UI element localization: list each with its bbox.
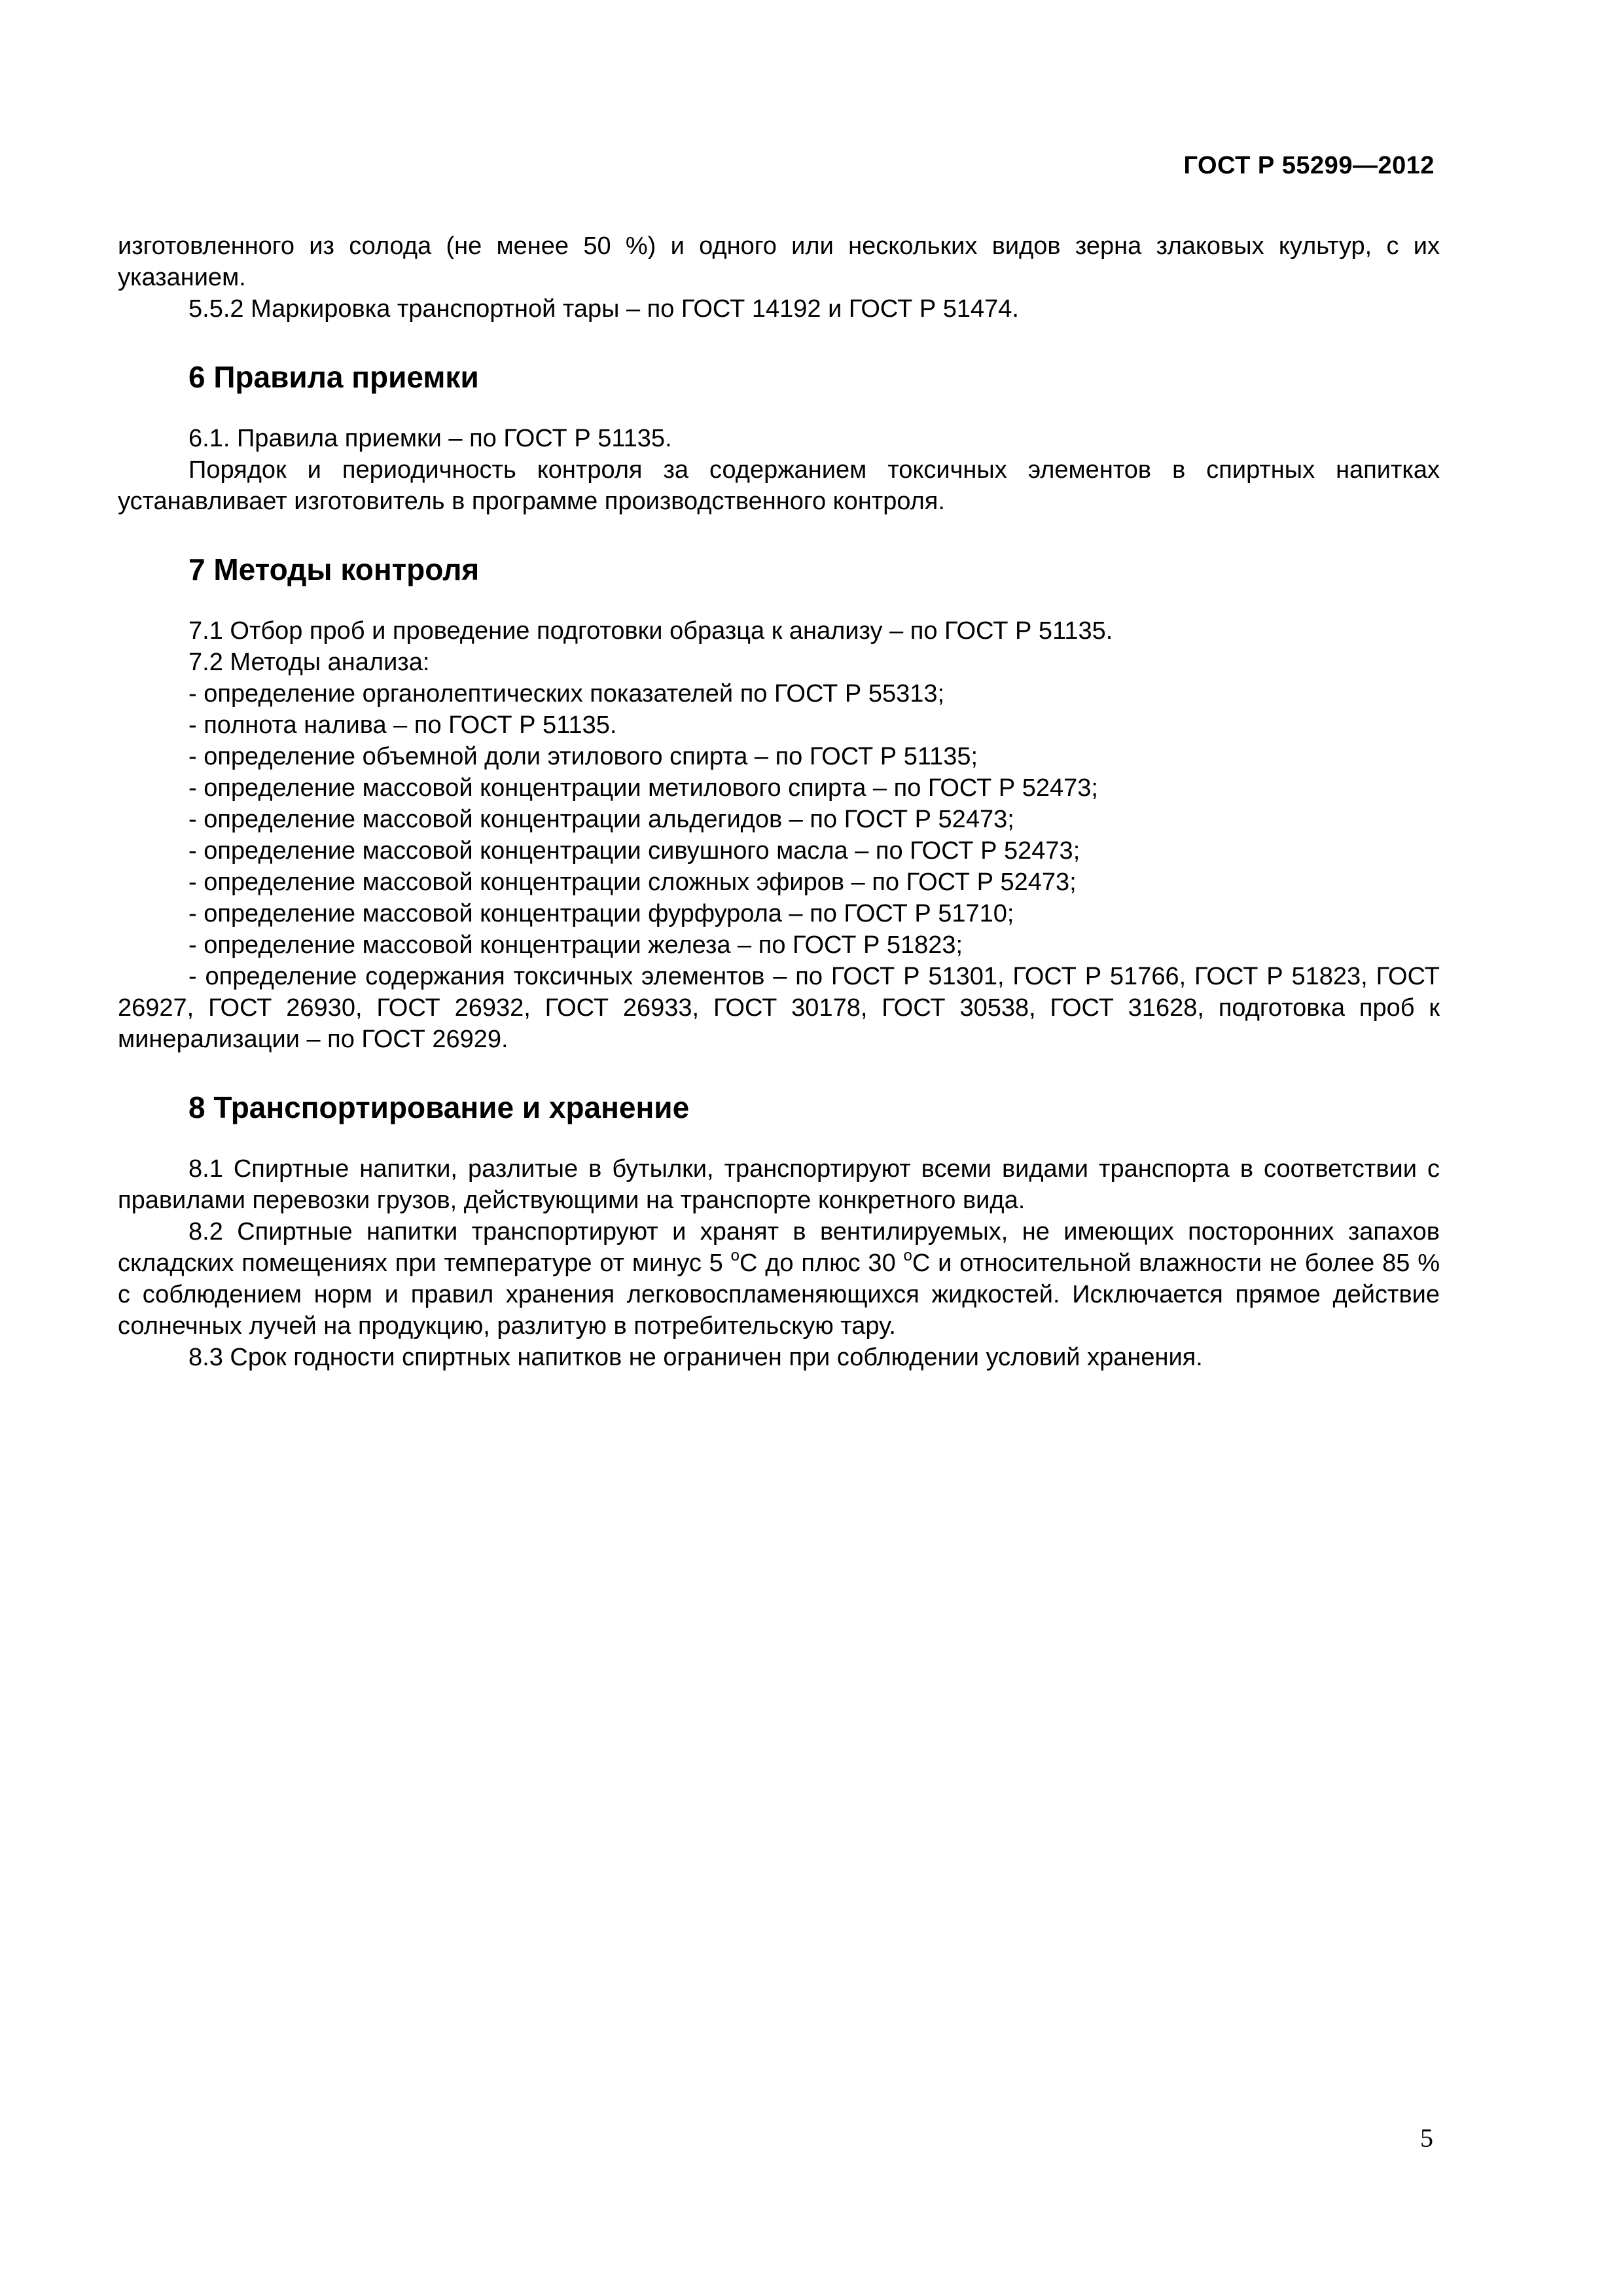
paragraph-8-2-part-b: С до плюс 30: [739, 1249, 904, 1277]
section-heading-8: 8 Транспортирование и хранение: [188, 1090, 690, 1124]
paragraph-5-5-2: 5.5.2 Маркировка транспортной тары – по ГОСТ 14192 и ГОСТ Р 51474.: [188, 295, 1019, 323]
paragraph-8-2: [118, 1216, 1440, 1342]
paragraph-8-1: 8.1 Спиртные напитки, разлитые в бутылки, транспортируют всеми видами транспорта в соответствии с правилами перевозки грузов, действующими на транспорте конкретного вида.: [118, 1155, 1440, 1214]
degree-mark: о: [903, 1247, 912, 1265]
list-item-method: - полнота налива – по ГОСТ Р 51135.: [188, 711, 617, 739]
list-item-method: - определение массовой концентрации сивушного масла – по ГОСТ Р 52473;: [188, 837, 1080, 865]
degree-mark: о: [730, 1247, 740, 1265]
list-item-method: - определение массовой концентрации метилового спирта – по ГОСТ Р 52473;: [188, 774, 1098, 802]
list-item-method: - определение массовой концентрации сложных эфиров – по ГОСТ Р 52473;: [188, 869, 1077, 896]
page-number: 5: [1420, 2123, 1433, 2153]
paragraph-8-3: 8.3 Срок годности спиртных напитков не ограничен при соблюдении условий хранения.: [188, 1344, 1203, 1371]
paragraph-8-2-part-c: С и относительной влажности не более 85 % с соблюдением норм и правил хранения легковоспламеняющихся жидкостей. Исключается прямое действие солнечных лучей на продукцию, разлитую в потребительскую тару.: [118, 1249, 1440, 1340]
paragraph-continuation: изготовленного из солода (не менее 50 %) и одного или нескольких видов зерна злаковых культур, с их указанием.: [118, 232, 1440, 291]
list-item-method: - определение объемной доли этилового спирта – по ГОСТ Р 51135;: [188, 743, 978, 770]
list-item-method: - определение массовой концентрации альдегидов – по ГОСТ Р 52473;: [188, 806, 1014, 833]
list-item-method: - определение содержания токсичных элементов – по ГОСТ Р 51301, ГОСТ Р 51766, ГОСТ Р 51823, ГОСТ 26927, ГОСТ 26930, ГОСТ 26932, ГОСТ 26933, ГОСТ 30178, ГОСТ 30538, ГОСТ 31628, подготовка проб к минерализации – по ГОСТ 26929.: [118, 963, 1440, 1053]
paragraph-7-2: 7.2 Методы анализа:: [188, 649, 430, 676]
section-heading-6: 6 Правила приемки: [188, 360, 479, 394]
document-code: ГОСТ Р 55299—2012: [1183, 152, 1435, 179]
list-item-method: - определение органолептических показателей по ГОСТ Р 55313;: [188, 680, 945, 708]
list-item-method: - определение массовой концентрации железа – по ГОСТ Р 51823;: [188, 931, 963, 959]
paragraph-6-1: 6.1. Правила приемки – по ГОСТ Р 51135.: [188, 425, 672, 452]
document-body: [118, 230, 1440, 1373]
paragraph-7-1: 7.1 Отбор проб и проведение подготовки образца к анализу – по ГОСТ Р 51135.: [188, 617, 1113, 645]
list-item-method: - определение массовой концентрации фурфурола – по ГОСТ Р 51710;: [188, 900, 1014, 927]
paragraph-8-2-part-a: 8.2 Спиртные напитки транспортируют и хранят в вентилируемых, не имеющих посторонних запахов складских помещениях при температуре от минус 5: [118, 1218, 1440, 1277]
section-heading-7: 7 Методы контроля: [188, 552, 480, 586]
paragraph-6-order: Порядок и периодичность контроля за содержанием токсичных элементов в спиртных напитках устанавливает изготовитель в программе производственного контроля.: [118, 456, 1440, 515]
